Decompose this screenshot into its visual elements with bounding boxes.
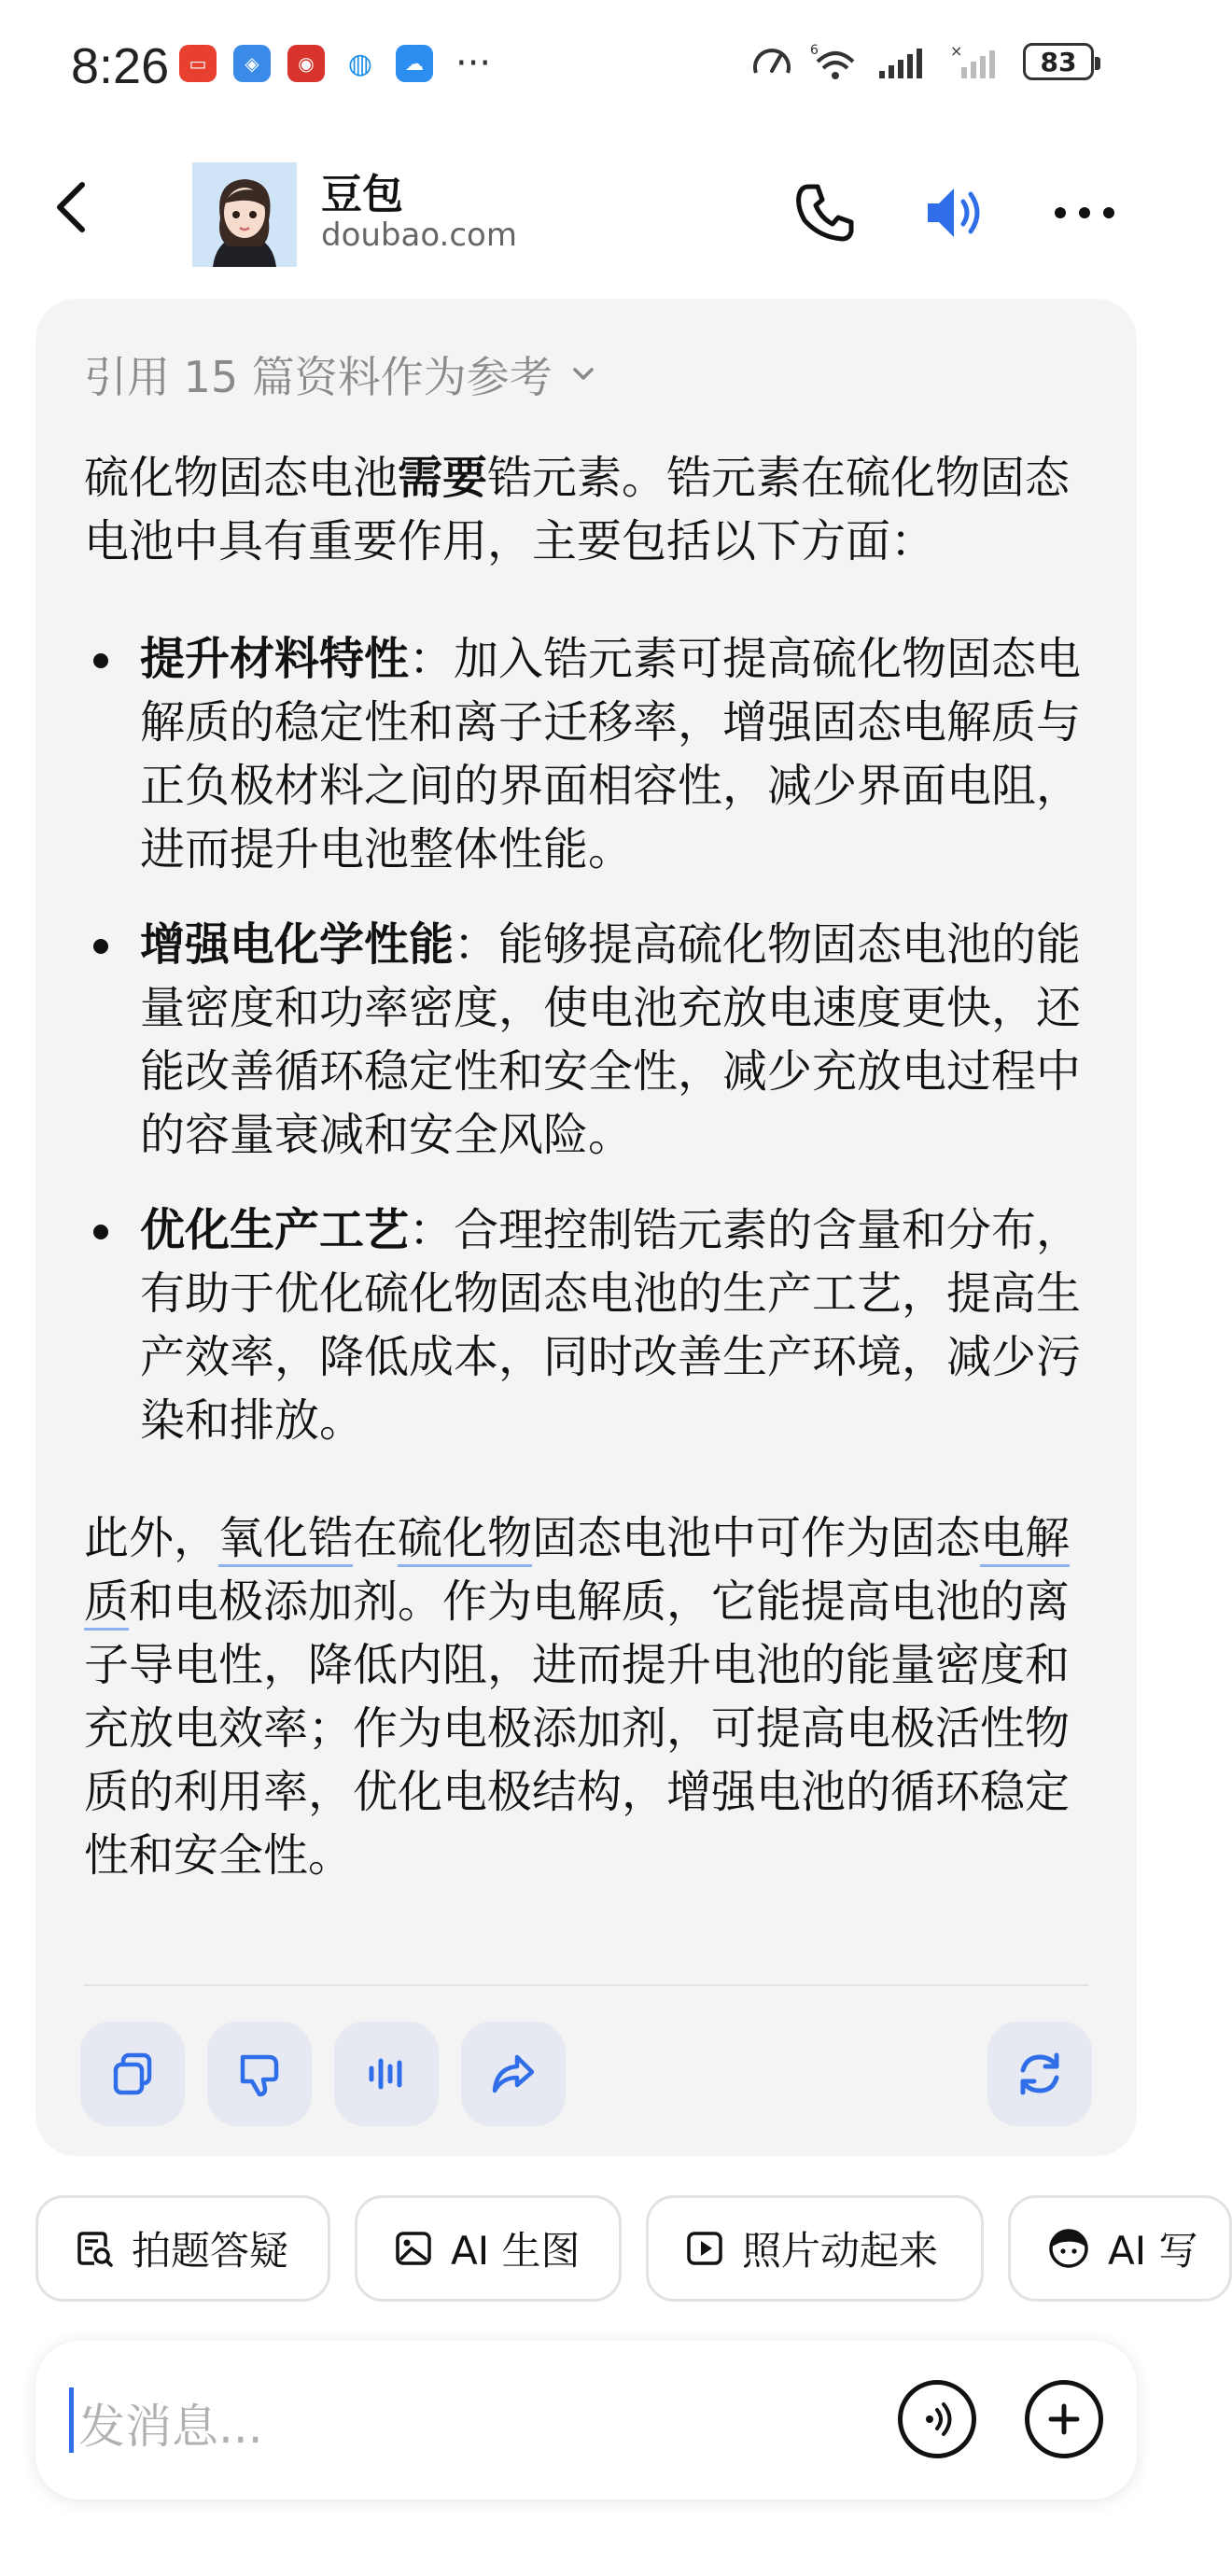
chat-header [0,149,1172,280]
signal-icon [877,43,933,80]
answer-intro: 硫化物固态电池需要锆元素。锆元素在硫化物固态电池中具有重要作用，主要包括以下方面： [84,452,1071,567]
voice-wave-icon [360,2048,413,2100]
thumbs-down-icon [233,2048,286,2100]
wifi-6-icon [810,41,861,82]
plus-icon [1042,2397,1086,2442]
share-button[interactable] [461,2022,566,2126]
signal-no-service-icon [950,43,1006,80]
chat-title: 豆包 [321,171,403,218]
more-notifications-icon: ··· [455,42,492,85]
avatar[interactable] [192,162,297,267]
avatar-face-icon [1046,2226,1091,2271]
answer-conclusion: 此外，氧化锆在硫化物固态电池中可作为固态电解质和电极添加剂。作为电解质，它能提高电池的离子导电性，降低内阻，进而提升电池的能量密度和充放电效率；作为电极添加剂，可提高电极活性物质的利用率，优化电极结构，增强电池的循环稳定性和安全性。 [84,1512,1071,1882]
avatar-portrait-icon [192,162,297,267]
red-badge-app-icon: ◉ [287,45,325,82]
speaker-icon[interactable] [918,177,989,248]
answer-list [84,627,1083,1452]
divider [84,1984,1088,1986]
photo-question-icon [74,2228,115,2269]
more-options-icon[interactable] [1049,177,1120,248]
back-icon[interactable] [41,174,108,241]
copy-icon [106,2048,159,2100]
answer-body [84,446,1083,1887]
blue-app-icon: ◈ [233,45,271,82]
svg-text:6: 6 [810,43,819,58]
status-time: 8:26 [71,38,170,94]
cloud-app-icon: ☁ [396,45,433,82]
chip-label: AI 生图 [451,2228,581,2274]
message-composer [35,2341,1137,2499]
chip-label: 照片动起来 [742,2228,939,2274]
image-icon [393,2228,434,2269]
share-arrow-icon [487,2048,539,2100]
dislike-button[interactable] [207,2022,312,2126]
play-icon [684,2228,725,2269]
references-toggle[interactable] [84,343,599,405]
status-indicators [750,41,1094,82]
term-link-electrolyte[interactable]: 电解质 [84,1512,1070,1631]
refresh-icon [1012,2046,1068,2102]
regenerate-button[interactable] [987,2022,1092,2126]
message-actions [80,2022,1092,2126]
list-item: 提升材料特性：加入锆元素可提高硫化物固态电解质的稳定性和离子迁移率，增强固态电解质与正负极材料之间的界面相容性，减少界面电阻，进而提升电池整体性能。 [84,627,1083,881]
voice-call-icon [915,2397,959,2442]
notification-icons [179,42,492,85]
battery-level: 83 [1040,46,1077,77]
chip-ai-image[interactable] [355,2195,622,2302]
chip-ai-write[interactable] [1008,2195,1232,2302]
chip-photo-question[interactable] [35,2195,330,2302]
battery-icon [1023,43,1094,80]
list-item: 优化生产工艺：合理控制锆元素的含量和分布，有助于优化硫化物固态电池的生产工艺，提高生产效率，降低成本，同时改善生产环境，减少污染和排放。 [84,1198,1083,1452]
message-input[interactable]: 发消息... [78,2400,263,2454]
voice-call-button[interactable] [898,2380,976,2458]
chip-label: AI 写 [1108,2228,1198,2274]
list-item: 增强电化学性能：能够提高硫化物固态电池的能量密度和功率密度，使电池充放电速度更快，还能改善循环稳定性和安全性，减少充放电过程中的容量衰减和安全风险。 [84,913,1083,1167]
speed-icon [750,43,793,80]
term-link-zirconia[interactable]: 氧化锆 [218,1512,353,1567]
chip-label: 拍题答疑 [132,2228,289,2274]
copy-button[interactable] [80,2022,185,2126]
term-link-sulfide[interactable]: 硫化物 [398,1512,532,1567]
read-aloud-button[interactable] [334,2022,439,2126]
quick-action-chips [35,2195,1198,2305]
svg-text:×: × [950,42,963,60]
assistant-message-card [35,299,1137,2156]
globe-app-icon: ◍ [342,45,379,82]
chevron-down-icon [567,358,599,390]
chat-subtitle-domain: doubao.com [321,217,517,254]
phone-call-icon[interactable] [790,177,861,248]
references-label: 引用 15 篇资料作为参考 [84,352,553,402]
chip-animate-photo[interactable] [646,2195,984,2302]
text-cursor [69,2387,74,2453]
red-app-icon: ▭ [179,45,217,82]
status-bar [0,0,1172,131]
add-attachment-button[interactable] [1025,2380,1103,2458]
